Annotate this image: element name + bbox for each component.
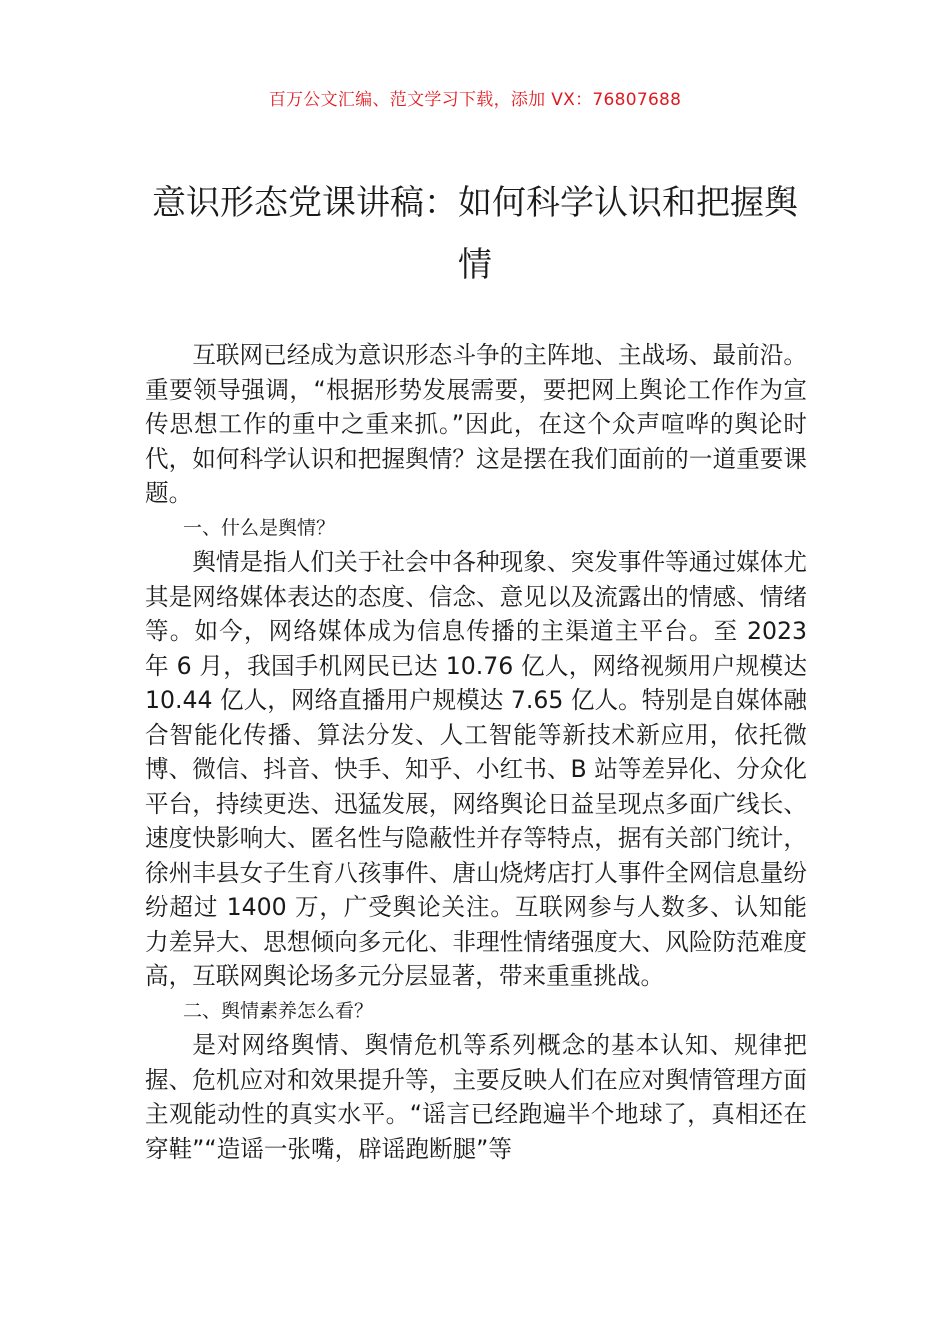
paragraph-section-2: 是对网络舆情、舆情危机等系列概念的基本认知、规律把握、危机应对和效果提升等，主要反映人们在应对舆情管理方面主观能动性的真实水平。“谣言已经跑遍半个地球了，真相还在穿鞋”“造谣一张嘴，辟谣跑断腿”等	[145, 1031, 807, 1163]
paragraph-intro: 互联网已经成为意识形态斗争的主阵地、主战场、最前沿。重要领导强调，“根据形势发展需要，要把网上舆论工作作为宣传思想工作的重中之重来抓。”因此，在这个众声喧哗的舆论时代，如何科学认识和把握舆情？这是摆在我们面前的一道重要课题。	[145, 341, 807, 507]
document-title: 意识形态党课讲稿：如何科学认识和把握舆情	[152, 183, 798, 285]
paragraph-section-1: 舆情是指人们关于社会中各种现象、突发事件等通过媒体尤其是网络媒体表达的态度、信念、意见以及流露出的情感、情绪等。如今，网络媒体成为信息传播的主渠道主平台。至 2023 年 6 月，我国手机网民已达 10.76 亿人，网络视频用户规模达 10.44 亿人，网络直播用户规模达 7.65 亿人。特别是自媒体融合智能化传播、算法分发、人工智能等新技术新应用，依托微博、微信、抖音、快手、知乎、小红书、B 站等差异化、分众化平台，持续更迭、迅猛发展，网络舆论日益呈现点多面广线长、速度快影响大、匿名性与隐蔽性并存等特点，据有关部门统计，徐州丰县女子生育八孩事件、唐山烧烤店打人事件全网信息量纷纷超过 1400 万，广受舆论关注。互联网参与人数多、认知能力差异大、思想倾向多元化、非理性情绪强度大、风险防范难度高，互联网舆论场多元分层显著，带来重重挑战。	[145, 548, 807, 990]
section-heading-2: 二、舆情素养怎么看？	[183, 999, 374, 1022]
watermark-header: 百万公文汇编、范文学习下载，添加 VX：76807688	[268, 90, 682, 110]
document-body	[145, 338, 807, 1166]
section-heading-1: 一、什么是舆情？	[183, 516, 336, 539]
